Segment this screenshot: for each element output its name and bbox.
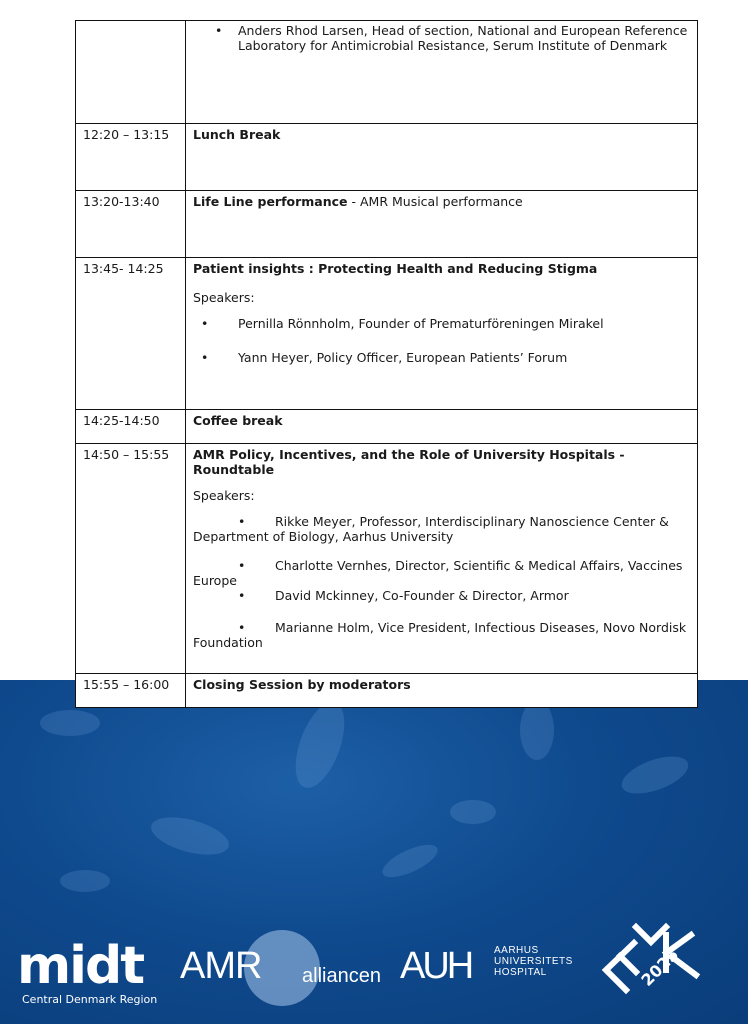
list-item xyxy=(193,588,690,603)
session-cell xyxy=(186,258,698,410)
speaker-name: Yann Heyer, Policy Officer, European Patients’ Forum xyxy=(238,350,568,365)
eu-dk-presidency-logo xyxy=(596,915,716,1015)
list-item xyxy=(193,350,690,365)
amr-logo: AMR xyxy=(180,945,262,987)
partner-logos xyxy=(0,915,748,1024)
agenda-row xyxy=(76,258,698,410)
auh-logo-text xyxy=(494,945,573,978)
auh-logo: AUH xyxy=(400,945,472,987)
session-title: Lunch Break xyxy=(193,127,281,142)
agenda-row xyxy=(76,191,698,258)
speaker-name: Anders Rhod Larsen, Head of section, National and European Reference Laboratory for Antimicrobial Resistance, Serum Institute of Denmark xyxy=(238,23,688,53)
session-title: AMR Policy, Incentives, and the Role of University Hospitals - Roundtable xyxy=(193,447,625,477)
auh-text-line: UNIVERSITETS xyxy=(494,956,573,967)
list-item xyxy=(193,23,690,53)
session-title: Coffee break xyxy=(193,413,283,428)
agenda-row xyxy=(76,410,698,444)
list-item xyxy=(193,514,690,544)
time-cell xyxy=(76,21,186,124)
bullet-icon: • xyxy=(201,350,209,365)
list-item xyxy=(193,620,690,650)
speaker-name: Charlotte Vernhes, Director, Scientific & Medical Affairs, Vaccines Europe xyxy=(193,558,683,588)
auh-text-line: AARHUS xyxy=(494,945,539,956)
agenda-row xyxy=(76,674,698,708)
agenda-row xyxy=(76,21,698,124)
session-cell xyxy=(186,444,698,674)
speaker-name: Marianne Holm, Vice President, Infectious Diseases, Novo Nordisk Foundation xyxy=(193,620,687,650)
bullet-icon: • xyxy=(201,316,209,331)
bullet-icon: • xyxy=(238,588,246,603)
session-subtitle: - AMR Musical performance xyxy=(347,194,523,209)
speakers-label: Speakers: xyxy=(193,488,255,503)
session-cell xyxy=(186,410,698,444)
bullet-icon: • xyxy=(238,558,246,573)
speakers-label: Speakers: xyxy=(193,290,255,305)
bullet-icon: • xyxy=(238,620,246,635)
time-cell: 13:20-13:40 xyxy=(76,191,186,258)
bullet-icon: • xyxy=(215,23,223,38)
time-cell: 15:55 – 16:00 xyxy=(76,674,186,708)
session-cell xyxy=(186,191,698,258)
session-cell xyxy=(186,124,698,191)
midt-logo: midt xyxy=(17,936,144,996)
agenda-row xyxy=(76,124,698,191)
time-cell: 12:20 – 13:15 xyxy=(76,124,186,191)
time-cell: 13:45- 14:25 xyxy=(76,258,186,410)
speaker-name: Pernilla Rönnholm, Founder of Prematurföreningen Mirakel xyxy=(238,316,604,331)
speaker-name: David Mckinney, Co-Founder & Director, Armor xyxy=(275,588,569,603)
alliancen-logo-text: alliancen xyxy=(302,965,381,987)
agenda-table xyxy=(75,20,698,708)
eudk-year-text: 2025 xyxy=(637,944,683,990)
bullet-icon: • xyxy=(238,514,246,529)
session-cell xyxy=(186,21,698,124)
session-cell xyxy=(186,674,698,708)
session-title: Patient insights : Protecting Health and Reducing Stigma xyxy=(193,261,598,276)
list-item xyxy=(193,558,690,588)
list-item xyxy=(193,316,690,331)
midt-logo-subtitle: Central Denmark Region xyxy=(22,993,158,1006)
session-title: Life Line performance xyxy=(193,194,348,209)
time-cell: 14:50 – 15:55 xyxy=(76,444,186,674)
session-title: Closing Session by moderators xyxy=(193,677,411,692)
agenda-row xyxy=(76,444,698,674)
speaker-name: Rikke Meyer, Professor, Interdisciplinary Nanoscience Center & Department of Biology, Aarhus University xyxy=(193,514,669,544)
auh-text-line: HOSPITAL xyxy=(494,967,547,978)
time-cell: 14:25-14:50 xyxy=(76,410,186,444)
